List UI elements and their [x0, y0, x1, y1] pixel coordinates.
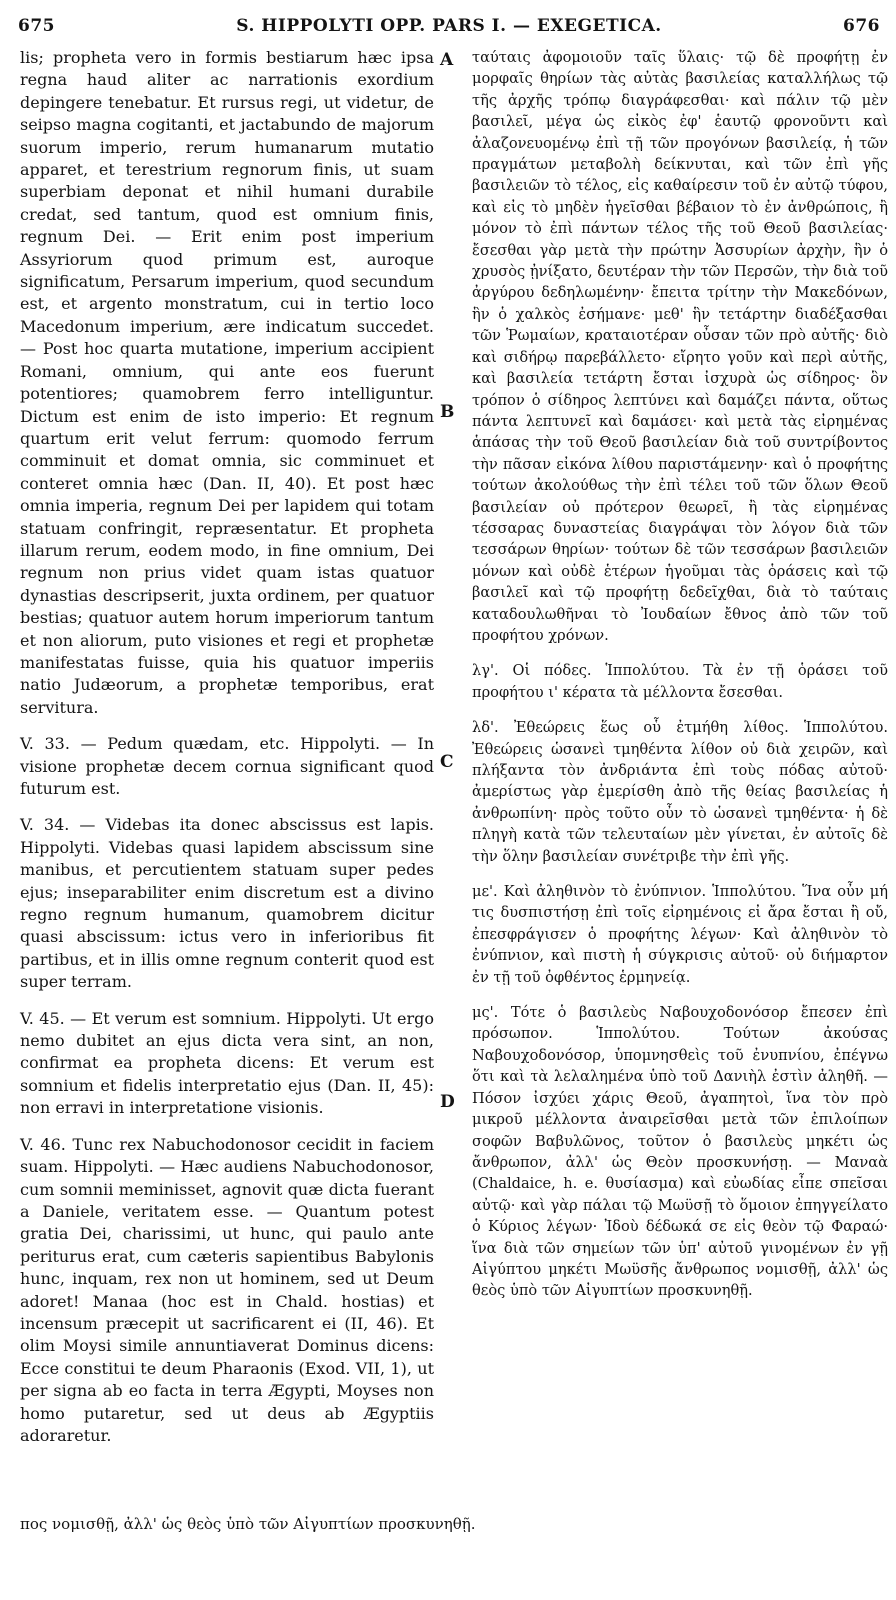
latin-column	[20, 47, 434, 1447]
page-number-right: 676	[843, 16, 880, 36]
page-header	[18, 16, 880, 40]
margin-letter-d: D	[440, 1092, 455, 1112]
greek-column	[472, 47, 888, 1302]
bottom-greek-line: πος νομισθῇ, ἀλλ' ὡς θεὸς ὑπὸ τῶν Αἰγυπτίων προσκυνηθῇ.	[20, 1515, 476, 1533]
greek-paragraph: μς'. Τότε ὁ βασιλεὺς Ναβουχοδονόσορ ἔπεσεν ἐπὶ πρόσωπον. Ἱππολύτου. Τούτων ἀκούσας Ναβουχοδονόσορ, ὑπομνησθεὶς τοῦ ἐνυπνίου, ἐπέγνω ὅτι καὶ τὰ λελαλημένα ὑπὸ τοῦ Δανιὴλ ἐστὶν ἀληθῆ. — Πόσον ἰσχύει χάρις Θεοῦ, ἀγαπητοὶ, ἵνα τὸν πρὸ μικροῦ μέλλοντα ἀναιρεῖσθαι μετὰ τῶν ἐπιλοίπων σοφῶν Βαβυλῶνος, τοῦτον ὁ βασιλεὺς μηκέτι ὡς ἄνθρωπον, ἀλλ' ὡς Θεὸν προσκυνήσῃ. — Μαναὰ (Chaldaice, h. e. θυσίασμα) καὶ εὐωδίας εἶπε σπεῖσαι αὐτῷ· καὶ γὰρ πάλαι τῷ Μωϋσῇ τὸ ὅμοιον ἐπηγγείλατο ὁ Κύριος λέγων· Ἰδοὺ δέδωκά σε εἰς θεὸν τῷ Φαραώ· ἵνα διὰ τῶν σημείων τῶν ὑπ' αὐτοῦ γινομένων ἐν γῇ Αἰγύπτου μηκέτι Μωϋσῆς ἄνθρωπος νομισθῇ, ἀλλ' ὡς θεὸς ὑπὸ τῶν Αἰγυπτίων προσκυνηθῇ.	[472, 1004, 888, 1300]
page-number-left: 675	[18, 16, 55, 36]
greek-paragraph: ταύταις ἀφομοιοῦν ταῖς ὕλαις· τῷ δὲ προφήτῃ ἐν μορφαῖς θηρίων τὰς αὐτὰς βασιλείας καταλλήλως τῷ τῆς ἀρχῆς τρόπῳ διαγράφεσθαι· καὶ πάλιν τῷ μὲν βασιλεῖ, μέγα ὡς εἰκὸς ἐφ' ἑαυτῷ φρονοῦντι καὶ ἀλαζονευομένῳ ἐπὶ τῇ τῶν προγόνων βασιλείᾳ, ἡ τῶν πραγμάτων μεταβολὴ δείκνυται, καὶ τῶν ἐπὶ γῆς βασιλειῶν τὸ τέλος, εἰς καθαίρεσιν τοῦ ἐν αὐτῷ τύφου, καὶ εἰς τὸ μηδὲν ἡγεῖσθαι βέβαιον τὸ ἐν ἀνθρώποις, ἢ μόνον τὸ ἐπὶ πάντων τέλος τῆς τοῦ Θεοῦ βασιλείας· ἔσεσθαι γὰρ μετὰ τὴν πρώτην Ἀσσυρίων ἀρχὴν, ἣν ὁ χρυσὸς ᾐνίξατο, δευτέραν τὴν τῶν Περσῶν, τὴν διὰ τοῦ ἀργύρου δεδηλωμένην· ἔπειτα τρίτην τὴν Μακεδόνων, ἣν ὁ χαλκὸς ἐσήμανε· μεθ' ἣν τετάρτην διαδέξασθαι τῶν Ῥωμαίων, κραταιοτέραν οὖσαν τῶν πρὸ αὐτῆς· διὸ καὶ σιδήρῳ παρεβάλλετο· εἴρητο γοῦν καὶ περὶ αὐτῆς, καὶ βασιλεία τετάρτη ἔσται ἰσχυρὰ ὡς σίδηρος· ὃν τρόπον ὁ σίδηρος λεπτύνει καὶ δαμάζει πάντα, οὕτως πάντα λεπτυνεῖ καὶ δαμάσει· καὶ μετὰ τὰς εἰρημένας ἁπάσας τὴν τοῦ Θεοῦ βασιλείαν διὰ τοῦ συντρίβοντος τὴν πᾶσαν εἰκόνα λίθου παριστάμενην· καὶ ὁ προφήτης τούτων ἀκολούθως τὴν ἐπὶ τέλει τοῦ τῶν ὅλων Θεοῦ βασιλείαν οὐ πρότερον θεωρεῖ, ἢ τὰς εἰρημένας τέσσαρας δυναστείας διαγράψαι τὸν λόγον διὰ τῶν τεσσάρων θηρίων· τούτων δὲ τῶν τεσσάρων βασιλειῶν μόνων καὶ οὐδὲ ἑτέρων ἡγοῦμαι τὰς ὁράσεις καὶ τῷ βασιλεῖ καὶ τῷ προφήτῃ δεδεῖχθαι, διὰ τὸ ταύταις καταδουλωθῆναι τὸ Ἰουδαίων ἔθνος ἀπὸ τῶν τοῦ προφήτου χρόνων.	[472, 49, 888, 644]
latin-paragraph: V. 46. Tunc rex Nabuchodonosor cecidit in faciem suam. Hippolyti. — Hæc audiens Nabuchodonosor, cum somnii meminisset, agnovit quæ dicta fuerant a Daniele, veritatem esse. — Quantum potest gratia Dei, charissimi, ut hunc, qui paulo ante periturus erat, cum cæteris sapientibus Babylonis hunc, inquam, rex non ut hominem, sed ut Deum adoret! Manaa (hoc est in Chald. hostias) et incensum præcepit ut sacrificarent ei (II, 46). Et olim Moysi simile annuntiaverat Dominus dicens: Ecce constitui te deum Pharaonis (Exod. VII, 1), ut per signa ab eo facta in terra Ægypti, Moyses non homo putaretur, sed ut deus ab Ægyptiis adoraretur.	[20, 1134, 434, 1445]
margin-letter-b: B	[440, 402, 455, 422]
running-title: S. HIPPOLYTI OPP. PARS I. — EXEGETICA.	[236, 16, 662, 36]
greek-paragraph: λγ'. Οἱ πόδες. Ἱππολύτου. Τὰ ἐν τῇ ὁράσει τοῦ προφήτου ι' κέρατα τὰ μέλλοντα ἔσεσθαι.	[472, 662, 888, 701]
latin-paragraph: V. 34. — Videbas ita donec abscissus est lapis. Hippolyti. Videbas quasi lapidem abscissum sine manibus, et percutientem statuam super pedes ejus; inseparabiliter enim discretum est a divino regno regnum humanum, quamobrem dicitur quasi abscissum: ictus vero in inferioribus fit partibus, et in illis omne regnum conterit quod est super terram.	[20, 815, 434, 992]
latin-paragraph: V. 45. — Et verum est somnium. Hippolyti. Ut ergo nemo dubitet an ejus dicta vera sint, an non, confirmat ea propheta dicens: Et verum est somnium et fidelis interpretatio ejus (Dan. II, 45): non erravi in interpretatione visionis.	[20, 1008, 434, 1118]
latin-paragraph: lis; propheta vero in formis bestiarum hæc ipsa regna haud aliter ac narrationis exordium depingere tenebatur. Et rursus regi, ut videtur, de seipso magna cogitanti, et jactabundo de majorum suorum imperio, rerum humanarum mutatio apparet, et terestrium regnorum finis, ut suam superbiam deponat et nihil humani durabile credat, sed tantum, quod est omnium finis, regnum Dei. — Erit enim post imperium Assyriorum quod primum est, auroque significatum, Persarum imperium, quod secundum est, et argento monstratum, cui in tertio loco Macedonum imperium, ære indicatum succedet. — Post hoc quarta mutatione, imperium accipient Romani, omnium, qui ante eos fuerunt potentiores; quamobrem ferro intelliguntur. Dictum est enim de isto imperio: Et regnum quartum erit velut ferrum: quomodo ferrum comminuit et domat omnia, sic comminuet et conteret omnia hæc (Dan. II, 40). Et post hæc omnia imperia, regnum Dei per lapidem qui totam statuam confringit, repræsentatur. Et propheta illarum rerum, eodem modo, in fine omnium, Dei regnum non prius videt quam istas quatuor dynastias descripserit, juxta ordinem, per quatuor bestias; quatuor autem horum imperiorum tantum et non aliorum, puto visiones et regi et prophetæ manifestatas fuisse, quia his quatuor imperiis natio Judæorum, a prophetæ temporibus, erat servitura.	[20, 48, 434, 717]
margin-letter-c: C	[440, 752, 454, 772]
greek-paragraph: με'. Καὶ ἀληθινὸν τὸ ἐνύπνιον. Ἱππολύτου. Ἵνα οὖν μή τις δυσπιστήσῃ ἐπὶ τοῖς εἰρημένοις εἰ ἄρα ἔσται ἢ οὔ, ἐπεσφράγισεν ὁ προφήτης λέγων· Καὶ ἀληθινὸν τὸ ἐνύπνιον, καὶ πιστὴ ἡ σύγκρισις αὐτοῦ· οὐ διήμαρτον ἐν τῇ τοῦ ὀφθέντος ἑρμηνείᾳ.	[472, 883, 888, 986]
margin-letter-a: A	[440, 50, 454, 70]
greek-paragraph: λδ'. Ἐθεώρεις ἕως οὗ ἐτμήθη λίθος. Ἱππολύτου. Ἐθεώρεις ὡσανεὶ τμηθέντα λίθον οὐ διὰ χειρῶν, καὶ πλήξαντα τὸν ἀνδριάντα ἐπὶ τοὺς πόδας αὐτοῦ· ἀμερίστως γὰρ ἐμερίσθη ἀπὸ τῆς θείας βασιλείας ἡ ἀνθρωπίνη· πρὸς τοῦτο οὖν τὸ ὡσανεὶ τμηθέντα· ἡ δὲ πληγὴ κατὰ τῶν τελευταίων μὲν γίνεται, ἐν αὐτοῖς δὲ τὴν ὅλην βασιλείαν συνέτριβε τὴν ἐπὶ γῆς.	[472, 719, 888, 865]
latin-paragraph: V. 33. — Pedum quædam, etc. Hippolyti. — In visione prophetæ decem cornua significant quod futurum est.	[20, 734, 434, 798]
